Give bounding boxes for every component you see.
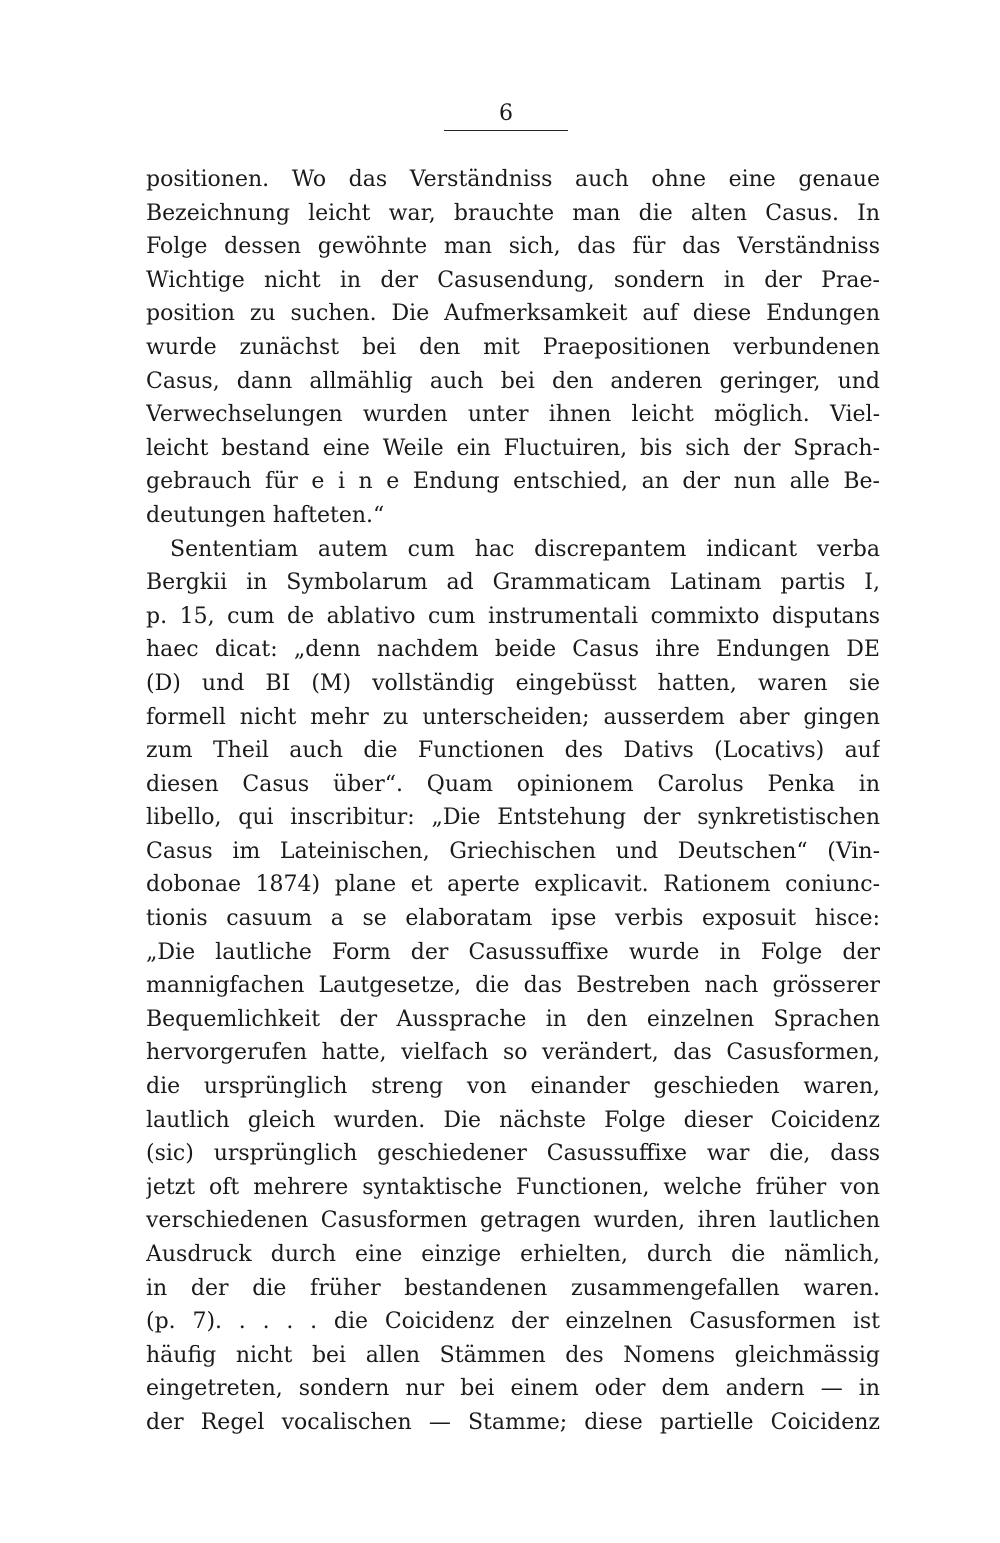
text-line: mannigfachen Lautgesetze, die das Bestreben nach grösserer — [146, 973, 880, 999]
page-number: 6 — [499, 101, 513, 126]
text-line: (p. 7). . . . . die Coicidenz der einzelnen Casusformen ist — [146, 1309, 880, 1335]
text-line: (sic) ursprünglich geschiedener Casussuffixe war die, dass — [146, 1141, 880, 1167]
text-line: Sententiam autem cum hac discrepantem indicant verba — [170, 536, 880, 562]
text-line: Bergkii in Symbolarum ad Grammaticam Latinam partis I, — [146, 570, 880, 596]
text-line: hervorgerufen hatte, vielfach so verändert, das Casusformen, — [146, 1040, 880, 1066]
text-line: Wichtige nicht in der Casusendung, sondern in der Prae- — [146, 267, 880, 293]
text-line: häufig nicht bei allen Stämmen des Nomens gleichmässig — [146, 1342, 880, 1368]
body-text — [146, 163, 880, 1440]
text-line: Ausdruck durch eine einzige erhielten, durch die nämlich, — [146, 1242, 880, 1267]
text-line: haec dicat: „denn nachdem beide Casus ihre Endungen DE — [146, 637, 880, 663]
text-line: Bezeichnung leicht war, brauchte man die alten Casus. In — [146, 200, 880, 226]
header-rule — [444, 130, 568, 131]
text-line: Casus, dann allmählig auch bei den anderen geringer, und — [146, 368, 880, 394]
text-line: der Regel vocalischen — Stamme; diese partielle Coicidenz — [146, 1409, 880, 1435]
text-line: Verwechselungen wurden unter ihnen leicht möglich. Viel- — [146, 402, 880, 428]
text-line: „Die lautliche Form der Casussuffixe wurde in Folge der — [146, 939, 880, 965]
text-line: in der die früher bestandenen zusammengefallen waren. — [146, 1275, 880, 1301]
text-line: zum Theil auch die Functionen des Dativs (Locativs) auf — [146, 738, 880, 764]
text-line: deutungen hafteten.“ — [146, 502, 385, 528]
text-line: leicht bestand eine Weile ein Fluctuiren, bis sich der Sprach- — [146, 435, 880, 461]
text-line: p. 15, cum de ablativo cum instrumentali commixto disputans — [146, 603, 880, 629]
text-line: tionis casuum a se elaboratam ipse verbis exposuit hisce: — [146, 906, 880, 932]
text-line: lautlich gleich wurden. Die nächste Folge dieser Coicidenz — [146, 1107, 880, 1133]
text-line: jetzt oft mehrere syntaktische Functionen, welche früher von — [146, 1174, 880, 1200]
text-line: Casus im Lateinischen, Griechischen und Deutschen“ (Vin- — [146, 838, 880, 864]
text-line: Bequemlichkeit der Aussprache in den einzelnen Sprachen — [146, 1006, 880, 1032]
text-line: position zu suchen. Die Aufmerksamkeit auf diese Endungen — [146, 301, 880, 327]
text-line: wurde zunächst bei den mit Praepositionen verbundenen — [146, 334, 880, 360]
text-line: dobonae 1874) plane et aperte explicavit. Rationem coniunc- — [146, 872, 880, 898]
text-line: formell nicht mehr zu unterscheiden; ausserdem aber gingen — [146, 704, 880, 730]
text-line: (D) und BI (M) vollständig eingebüsst hatten, waren sie — [146, 670, 880, 696]
text-line: libello, qui inscribitur: „Die Entstehung der synkretistischen — [146, 805, 880, 831]
text-line: eingetreten, sondern nur bei einem oder dem andern — in — [146, 1376, 880, 1402]
text-line: gebrauch für e i n e Endung entschied, an der nun alle Be- — [146, 469, 880, 495]
text-line: verschiedenen Casusformen getragen wurden, ihren lautlichen — [146, 1208, 880, 1234]
text-line: die ursprünglich streng von einander geschieden waren, — [146, 1074, 880, 1100]
text-line: positionen. Wo das Verständniss auch ohne eine genaue — [146, 167, 880, 192]
text-line: diesen Casus über“. Quam opinionem Carolus Penka in — [146, 771, 880, 797]
text-line: Folge dessen gewöhnte man sich, das für das Verständniss — [146, 234, 880, 260]
